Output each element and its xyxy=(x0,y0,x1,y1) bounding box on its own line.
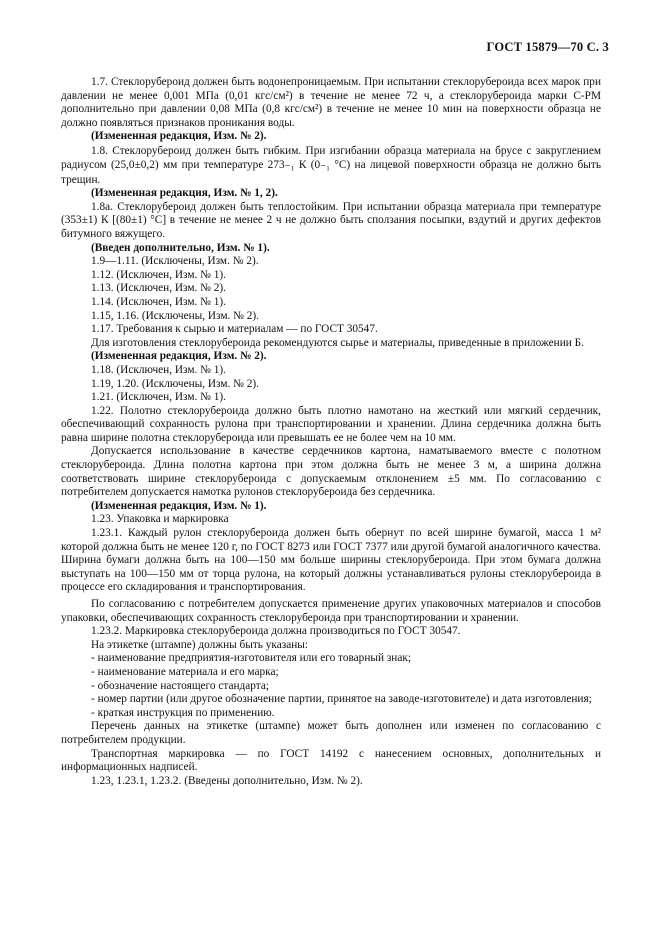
paragraph: 1.14. (Исключен, Изм. № 1). xyxy=(91,295,226,308)
paragraph: 1.7. Стеклорубероид должен быть водонепроницаемым. При испытании стеклорубероида всех марок при давлении не менее 0,001 МПа (0,01 кгс/см²) в течение не менее 72 ч, а стеклорубероида марки С-РМ дополнительно при давлении 0,08 МПа (0,8 кгс/см²) в течение не менее 10 мин на поверхности образца не должно появляться признаков проникания воды. xyxy=(61,76,601,129)
paragraph: 1.19, 1.20. (Исключены, Изм. № 2). xyxy=(91,377,259,390)
document-body xyxy=(61,76,601,788)
paragraph: 1.15, 1.16. (Исключены, Изм. № 2). xyxy=(91,309,259,322)
paragraph: Допускается использование в качестве сердечников картона, наматываемого вместе с полотном стеклорубероида. Длина полотна картона при этом должна быть не менее 3 м, а ширина должна соответствовать ширине стеклорубероида с допускаемым отклонением ±5 мм. По согласованию с потребителем допускается намотка рулонов стеклорубероида без сердечника. xyxy=(61,445,601,499)
paragraph: На этикетке (штампе) должны быть указаны: xyxy=(91,638,309,651)
amendment-note: (Измененная редакция, Изм. № 1, 2). xyxy=(91,187,278,200)
paragraph: 1.23. Упаковка и маркировка xyxy=(91,513,229,526)
paragraph: 1.13. (Исключен, Изм. № 2). xyxy=(91,282,226,295)
paragraph: - обозначение настоящего стандарта; xyxy=(91,679,269,692)
paragraph: - наименование материала и его марка; xyxy=(91,665,279,678)
paragraph: Для изготовления стеклорубероида рекомендуются сырье и материалы, приведенные в приложении Б. xyxy=(91,336,584,349)
paragraph: - номер партии (или другое обозначение партии, принятое на заводе-изготовителе) и дата изготовления; xyxy=(91,693,592,706)
paragraph: 1.23.2. Маркировка стеклорубероида должна производиться по ГОСТ 30547. xyxy=(91,625,461,638)
paragraph: 1.9—1.11. (Исключены, Изм. № 2). xyxy=(91,255,259,268)
paragraph: - наименование предприятия-изготовителя или его товарный знак; xyxy=(91,652,411,665)
paragraph: Транспортная маркировка — по ГОСТ 14192 с нанесением основных, дополнительных и информационных надписей. xyxy=(61,747,601,774)
paragraph: 1.23.1. Каждый рулон стеклорубероида должен быть обернут по всей ширине бумагой, масса 1 м² которой должна быть не менее 120 г, по ГОСТ 8273 или ГОСТ 7377 или другой бумагой аналогичного качества. Ширина бумаги должна быть на 100—150 мм больше ширины стеклорубероида. При этом бумага должна выступать на 100—150 мм от торца рулона, на который должны устанавливаться рулоны стеклорубероида в процессе его складирования и транспортирования. xyxy=(61,527,601,594)
paragraph: 1.17. Требования к сырью и материалам — по ГОСТ 30547. xyxy=(91,323,378,336)
amendment-note: (Измененная редакция, Изм. № 1). xyxy=(91,499,267,512)
paragraph: 1.8. Стеклорубероид должен быть гибким. При изгибании образца материала на брусе с закруглением радиусом (25,0±0,2) мм при температуре 273₋₁ К (0₋₁ °С) на лицевой поверхности образца не должно быть трещин. xyxy=(61,144,601,186)
paragraph: - краткая инструкция по применению. xyxy=(91,706,275,719)
paragraph: 1.21. (Исключен, Изм. № 1). xyxy=(91,391,226,404)
amendment-note: (Введен дополнительно, Изм. № 1). xyxy=(91,241,270,254)
paragraph: 1.23, 1.23.1, 1.23.2. (Введены дополнительно, Изм. № 2). xyxy=(91,774,363,787)
amendment-note: (Измененная редакция, Изм. № 2). xyxy=(91,130,267,143)
paragraph: Перечень данных на этикетке (штампе) может быть дополнен или изменен по согласованию с потребителем продукции. xyxy=(61,720,601,746)
page-header: ГОСТ 15879—70 С. 3 xyxy=(486,40,609,54)
paragraph: 1.8а. Стеклорубероид должен быть теплостойким. При испытании образца материала при температуре (353±1) К [(80±1) °С] в течение не менее 2 ч не должно быть сползания посыпки, вздутий и других дефектов битумного вяжущего. xyxy=(61,200,601,240)
paragraph: По согласованию с потребителем допускается применение других упаковочных материалов и способов упаковки, обеспечивающих сохранность стеклорубероида при транспортировании и хранении. xyxy=(61,598,601,624)
paragraph: 1.22. Полотно стеклорубероида должно быть плотно намотано на жесткий или мягкий сердечник, обеспечивающий сохранность рулона при транспортировании и хранении. Длина сердечника должна быть равна ширине полотна стеклорубероида или превышать ее не более чем на 10 мм. xyxy=(61,404,601,444)
paragraph: 1.18. (Исключен, Изм. № 1). xyxy=(91,363,226,376)
paragraph: 1.12. (Исключен, Изм. № 1). xyxy=(91,268,226,281)
amendment-note: (Измененная редакция, Изм. № 2). xyxy=(91,350,267,363)
